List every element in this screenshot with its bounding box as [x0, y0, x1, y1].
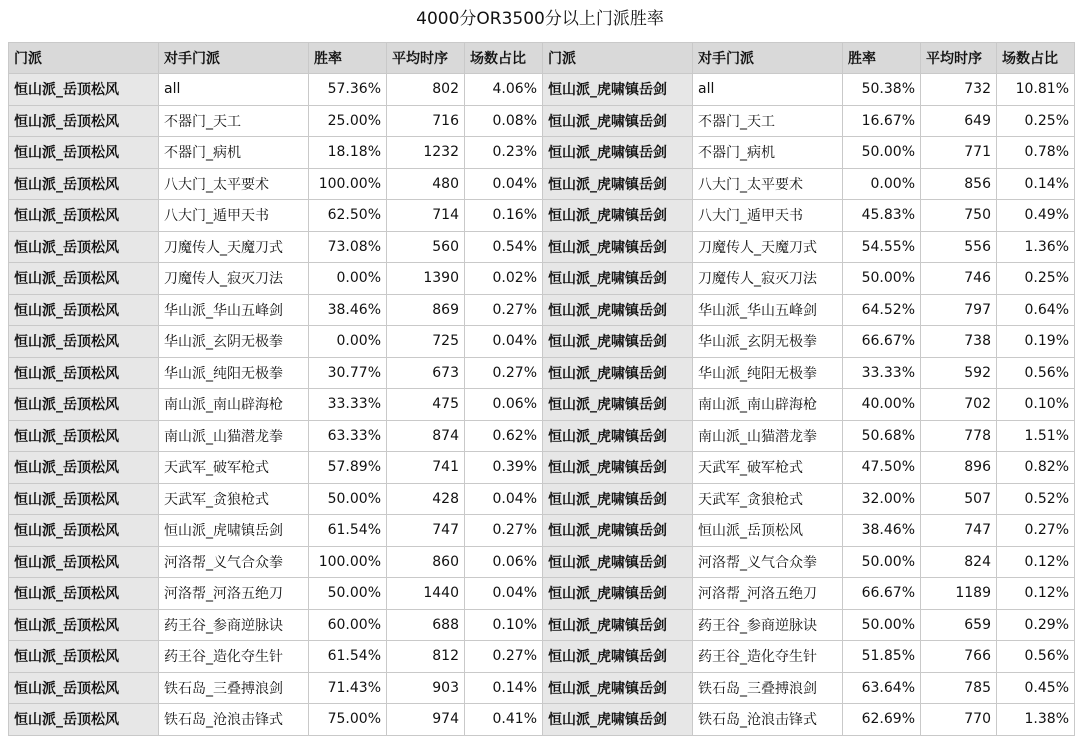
table-cell: 556 [921, 231, 997, 263]
table-cell: 903 [387, 672, 465, 704]
column-header: 胜率 [309, 43, 387, 74]
table-cell: 0.54% [465, 231, 543, 263]
table-cell: 50.00% [843, 137, 921, 169]
table-cell: 45.83% [843, 200, 921, 232]
table-row [9, 641, 1075, 673]
table-cell: 恒山派_岳顶松风 [9, 389, 159, 421]
table-cell: 1440 [387, 578, 465, 610]
table-cell: 恒山派_岳顶松风 [9, 263, 159, 295]
table-cell: 不器门_病机 [693, 137, 843, 169]
table-row [9, 326, 1075, 358]
table-cell: 恒山派_岳顶松风 [9, 578, 159, 610]
table-cell: 64.52% [843, 294, 921, 326]
table-cell: 812 [387, 641, 465, 673]
table-cell: 华山派_纯阳无极拳 [693, 357, 843, 389]
table-cell: 刀魔传人_寂灭刀法 [159, 263, 309, 295]
table-cell: 药王谷_造化夺生针 [693, 641, 843, 673]
table-cell: 恒山派_虎啸镇岳剑 [543, 294, 693, 326]
table-cell: 824 [921, 546, 997, 578]
table-cell: 0.14% [465, 672, 543, 704]
table-cell: 738 [921, 326, 997, 358]
column-header: 平均时序 [921, 43, 997, 74]
table-cell: 1.36% [997, 231, 1075, 263]
table-cell: 61.54% [309, 515, 387, 547]
table-cell: 药王谷_造化夺生针 [159, 641, 309, 673]
table-row [9, 137, 1075, 169]
table-cell: 766 [921, 641, 997, 673]
table-cell: 50.00% [843, 263, 921, 295]
table-cell: 51.85% [843, 641, 921, 673]
table-cell: 恒山派_虎啸镇岳剑 [543, 200, 693, 232]
table-cell: 恒山派_岳顶松风 [9, 641, 159, 673]
table-cell: 恒山派_岳顶松风 [9, 357, 159, 389]
table-cell: 0.27% [465, 294, 543, 326]
table-cell: 河洛帮_义气合众拳 [159, 546, 309, 578]
table-cell: 南山派_山猫潜龙拳 [693, 420, 843, 452]
column-header: 场数占比 [997, 43, 1075, 74]
table-cell: 32.00% [843, 483, 921, 515]
table-cell: 4.06% [465, 74, 543, 106]
table-cell: 702 [921, 389, 997, 421]
column-header: 门派 [543, 43, 693, 74]
table-row [9, 452, 1075, 484]
table-cell: 恒山派_岳顶松风 [9, 105, 159, 137]
table-cell: 688 [387, 609, 465, 641]
table-body [9, 74, 1075, 736]
table-cell: 874 [387, 420, 465, 452]
table-row [9, 515, 1075, 547]
table-cell: 0.52% [997, 483, 1075, 515]
table-cell: 0.10% [997, 389, 1075, 421]
table-cell: 恒山派_岳顶松风 [9, 609, 159, 641]
table-header-row [9, 43, 1075, 74]
table-cell: 0.27% [465, 357, 543, 389]
table-cell: 药王谷_参商逆脉诀 [693, 609, 843, 641]
table-cell: 974 [387, 704, 465, 736]
table-cell: 恒山派_岳顶松风 [9, 200, 159, 232]
table-row [9, 231, 1075, 263]
column-header: 门派 [9, 43, 159, 74]
table-cell: 华山派_玄阴无极拳 [159, 326, 309, 358]
table-cell: 八大门_太平要术 [693, 168, 843, 200]
table-cell: 恒山派_虎啸镇岳剑 [543, 74, 693, 106]
table-cell: 0.25% [997, 263, 1075, 295]
table-row [9, 389, 1075, 421]
table-cell: 南山派_南山辟海枪 [159, 389, 309, 421]
table-cell: 恒山派_岳顶松风 [9, 483, 159, 515]
table-cell: 恒山派_虎啸镇岳剑 [543, 641, 693, 673]
table-cell: 0.04% [465, 168, 543, 200]
table-cell: 0.14% [997, 168, 1075, 200]
table-cell: 刀魔传人_寂灭刀法 [693, 263, 843, 295]
table-cell: 恒山派_虎啸镇岳剑 [159, 515, 309, 547]
table-cell: 恒山派_虎啸镇岳剑 [543, 105, 693, 137]
table-cell: 63.64% [843, 672, 921, 704]
table-cell: 73.08% [309, 231, 387, 263]
table-cell: 华山派_华山五峰剑 [693, 294, 843, 326]
table-cell: 716 [387, 105, 465, 137]
table-cell: 0.19% [997, 326, 1075, 358]
table-cell: 恒山派_岳顶松风 [9, 294, 159, 326]
table-row [9, 200, 1075, 232]
table-cell: 16.67% [843, 105, 921, 137]
table-cell: 铁石岛_沧浪击锋式 [159, 704, 309, 736]
table-cell: 0.23% [465, 137, 543, 169]
table-cell: 刀魔传人_天魔刀式 [159, 231, 309, 263]
table-cell: 恒山派_岳顶松风 [9, 704, 159, 736]
table-cell: 恒山派_岳顶松风 [9, 452, 159, 484]
table-cell: 896 [921, 452, 997, 484]
table-cell: 778 [921, 420, 997, 452]
table-cell: 747 [921, 515, 997, 547]
table-cell: 0.12% [997, 546, 1075, 578]
table-row [9, 672, 1075, 704]
table-cell: 恒山派_岳顶松风 [9, 231, 159, 263]
table-row [9, 483, 1075, 515]
table-cell: 0.45% [997, 672, 1075, 704]
table-cell: 797 [921, 294, 997, 326]
table-cell: 恒山派_虎啸镇岳剑 [543, 420, 693, 452]
table-row [9, 74, 1075, 106]
table-cell: 0.39% [465, 452, 543, 484]
table-cell: 50.38% [843, 74, 921, 106]
table-cell: 0.49% [997, 200, 1075, 232]
table-row [9, 357, 1075, 389]
table-cell: 药王谷_参商逆脉诀 [159, 609, 309, 641]
table-row [9, 105, 1075, 137]
table-cell: 华山派_华山五峰剑 [159, 294, 309, 326]
table-cell: 恒山派_虎啸镇岳剑 [543, 263, 693, 295]
table-row [9, 578, 1075, 610]
table-cell: 铁石岛_三叠搏浪剑 [693, 672, 843, 704]
table-cell: 659 [921, 609, 997, 641]
table-cell: 33.33% [843, 357, 921, 389]
table-row [9, 704, 1075, 736]
table-cell: 0.64% [997, 294, 1075, 326]
table-cell: 南山派_南山辟海枪 [693, 389, 843, 421]
table-cell: 62.50% [309, 200, 387, 232]
table-cell: 0.08% [465, 105, 543, 137]
table-cell: 恒山派_虎啸镇岳剑 [543, 578, 693, 610]
table-cell: 八大门_太平要术 [159, 168, 309, 200]
table-cell: 30.77% [309, 357, 387, 389]
table-cell: 673 [387, 357, 465, 389]
table-cell: 恒山派_虎啸镇岳剑 [543, 326, 693, 358]
table-cell: 25.00% [309, 105, 387, 137]
table-row [9, 609, 1075, 641]
table-cell: 恒山派_岳顶松风 [9, 74, 159, 106]
table-cell: 785 [921, 672, 997, 704]
column-header: 平均时序 [387, 43, 465, 74]
column-header: 对手门派 [159, 43, 309, 74]
table-cell: 恒山派_虎啸镇岳剑 [543, 389, 693, 421]
table-cell: 732 [921, 74, 997, 106]
table-cell: 50.00% [843, 546, 921, 578]
table-cell: 747 [387, 515, 465, 547]
table-cell: 南山派_山猫潜龙拳 [159, 420, 309, 452]
table-cell: 恒山派_岳顶松风 [693, 515, 843, 547]
table-cell: 649 [921, 105, 997, 137]
table-cell: 714 [387, 200, 465, 232]
table-cell: 0.56% [997, 641, 1075, 673]
table-cell: 50.00% [309, 578, 387, 610]
table-cell: 66.67% [843, 578, 921, 610]
table-cell: 河洛帮_河洛五绝刀 [693, 578, 843, 610]
table-cell: 50.68% [843, 420, 921, 452]
table-cell: 恒山派_岳顶松风 [9, 137, 159, 169]
table-cell: 75.00% [309, 704, 387, 736]
table-cell: 507 [921, 483, 997, 515]
table-cell: 10.81% [997, 74, 1075, 106]
table-cell: 天武军_破军枪式 [159, 452, 309, 484]
table-cell: 恒山派_虎啸镇岳剑 [543, 672, 693, 704]
table-cell: 河洛帮_河洛五绝刀 [159, 578, 309, 610]
table-cell: 38.46% [309, 294, 387, 326]
table-cell: 62.69% [843, 704, 921, 736]
table-cell: 0.41% [465, 704, 543, 736]
table-cell: 天武军_破军枪式 [693, 452, 843, 484]
table-cell: 0.82% [997, 452, 1075, 484]
table-cell: 860 [387, 546, 465, 578]
table-cell: 771 [921, 137, 997, 169]
table-cell: 不器门_天工 [693, 105, 843, 137]
table-cell: 856 [921, 168, 997, 200]
table-cell: 18.18% [309, 137, 387, 169]
table-cell: 560 [387, 231, 465, 263]
table-cell: all [693, 74, 843, 106]
table-cell: 0.16% [465, 200, 543, 232]
table-cell: 恒山派_虎啸镇岳剑 [543, 452, 693, 484]
table-cell: 54.55% [843, 231, 921, 263]
table-cell: 0.06% [465, 546, 543, 578]
table-cell: 0.06% [465, 389, 543, 421]
table-cell: 0.27% [997, 515, 1075, 547]
table-cell: 0.00% [309, 326, 387, 358]
table-cell: 0.56% [997, 357, 1075, 389]
table-cell: 恒山派_虎啸镇岳剑 [543, 168, 693, 200]
table-cell: 770 [921, 704, 997, 736]
table-cell: 铁石岛_三叠搏浪剑 [159, 672, 309, 704]
table-cell: 恒山派_岳顶松风 [9, 326, 159, 358]
table-cell: 0.00% [309, 263, 387, 295]
table-cell: 50.00% [309, 483, 387, 515]
table-cell: 铁石岛_沧浪击锋式 [693, 704, 843, 736]
table-cell: 71.43% [309, 672, 387, 704]
table-cell: 不器门_病机 [159, 137, 309, 169]
table-cell: 57.89% [309, 452, 387, 484]
table-cell: 河洛帮_义气合众拳 [693, 546, 843, 578]
table-cell: 47.50% [843, 452, 921, 484]
table-cell: 0.62% [465, 420, 543, 452]
table-cell: 恒山派_岳顶松风 [9, 420, 159, 452]
table-cell: 0.25% [997, 105, 1075, 137]
table-cell: 恒山派_岳顶松风 [9, 168, 159, 200]
table-cell: 恒山派_岳顶松风 [9, 546, 159, 578]
table-row [9, 546, 1075, 578]
table-cell: 1.51% [997, 420, 1075, 452]
table-cell: 725 [387, 326, 465, 358]
table-row [9, 294, 1075, 326]
table-cell: 恒山派_虎啸镇岳剑 [543, 704, 693, 736]
table-cell: 480 [387, 168, 465, 200]
table-cell: 38.46% [843, 515, 921, 547]
table-cell: 八大门_遁甲天书 [693, 200, 843, 232]
table-row [9, 420, 1075, 452]
table-cell: 恒山派_虎啸镇岳剑 [543, 137, 693, 169]
table-cell: 746 [921, 263, 997, 295]
page-title: 4000分OR3500分以上门派胜率 [416, 9, 664, 29]
winrate-table [8, 42, 1075, 736]
table-cell: 恒山派_虎啸镇岳剑 [543, 231, 693, 263]
table-cell: 0.29% [997, 609, 1075, 641]
table-cell: 741 [387, 452, 465, 484]
table-cell: 恒山派_岳顶松风 [9, 672, 159, 704]
table-cell: 802 [387, 74, 465, 106]
table-cell: 50.00% [843, 609, 921, 641]
table-cell: 57.36% [309, 74, 387, 106]
table-cell: 天武军_贪狼枪式 [693, 483, 843, 515]
column-header: 胜率 [843, 43, 921, 74]
table-cell: 475 [387, 389, 465, 421]
table-cell: 恒山派_虎啸镇岳剑 [543, 483, 693, 515]
column-header: 场数占比 [465, 43, 543, 74]
table-cell: 天武军_贪狼枪式 [159, 483, 309, 515]
table-cell: 0.02% [465, 263, 543, 295]
table-cell: 0.10% [465, 609, 543, 641]
table-row [9, 263, 1075, 295]
table-cell: 0.04% [465, 483, 543, 515]
table-cell: 0.27% [465, 641, 543, 673]
table-cell: 1390 [387, 263, 465, 295]
table-cell: 428 [387, 483, 465, 515]
table-cell: 60.00% [309, 609, 387, 641]
table-cell: 40.00% [843, 389, 921, 421]
table-cell: 恒山派_虎啸镇岳剑 [543, 546, 693, 578]
table-cell: 0.27% [465, 515, 543, 547]
table-cell: 100.00% [309, 546, 387, 578]
table-cell: 0.04% [465, 326, 543, 358]
table-cell: 恒山派_虎啸镇岳剑 [543, 357, 693, 389]
table-cell: 华山派_纯阳无极拳 [159, 357, 309, 389]
table-cell: 592 [921, 357, 997, 389]
table-cell: 0.78% [997, 137, 1075, 169]
table-cell: 1232 [387, 137, 465, 169]
column-header: 对手门派 [693, 43, 843, 74]
table-cell: 63.33% [309, 420, 387, 452]
table-cell: 0.12% [997, 578, 1075, 610]
table-cell: 恒山派_虎啸镇岳剑 [543, 515, 693, 547]
table-cell: 0.00% [843, 168, 921, 200]
table-row [9, 168, 1075, 200]
table-cell: 恒山派_虎啸镇岳剑 [543, 609, 693, 641]
table-cell: 750 [921, 200, 997, 232]
table-cell: 66.67% [843, 326, 921, 358]
table-cell: 100.00% [309, 168, 387, 200]
table-cell: 1189 [921, 578, 997, 610]
table-cell: 华山派_玄阴无极拳 [693, 326, 843, 358]
table-cell: all [159, 74, 309, 106]
table-cell: 1.38% [997, 704, 1075, 736]
table-cell: 869 [387, 294, 465, 326]
table-cell: 33.33% [309, 389, 387, 421]
table-cell: 不器门_天工 [159, 105, 309, 137]
table-cell: 恒山派_岳顶松风 [9, 515, 159, 547]
table-cell: 61.54% [309, 641, 387, 673]
table-cell: 0.04% [465, 578, 543, 610]
table-cell: 八大门_遁甲天书 [159, 200, 309, 232]
table-cell: 刀魔传人_天魔刀式 [693, 231, 843, 263]
